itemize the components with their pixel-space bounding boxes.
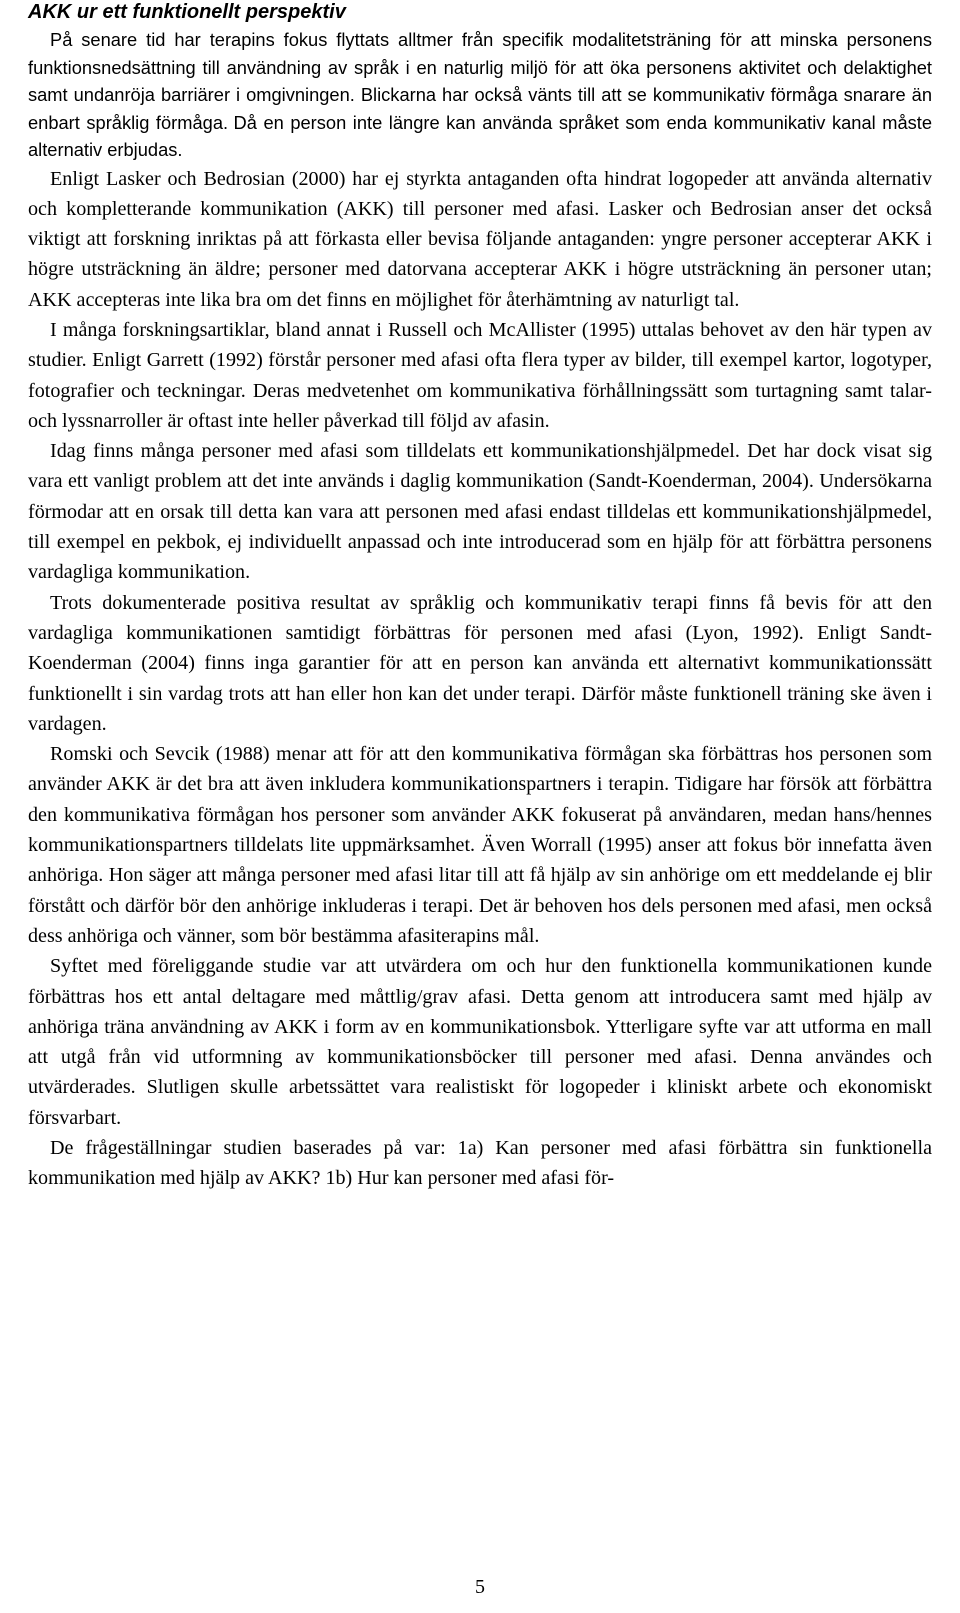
body-paragraph: I många forskningsartiklar, bland annat i Russell och McAllister (1995) uttalas behovet av den här typen av studier. Enligt Garrett (1992) förstår personer med afasi ofta flera typer av bilder, till exempel kartor, logotyper, fotografier och teckningar. Deras medvetenhet om kommunikativa förhållningssätt som turtagning samt talar- och lyssnarroller är oftast inte heller påverkad till följd av afasin. [28, 318, 932, 432]
section-heading: AKK ur ett funktionellt perspektiv [28, 1, 346, 23]
body-paragraph: De frågeställningar studien baserades på var: 1a) Kan personer med afasi förbättra sin funktionella kommunikation med hjälp av AKK? 1b) Hur kan personer med afasi för- [28, 1137, 932, 1190]
body-paragraph: Trots dokumenterade positiva resultat av språklig och kommunikativ terapi finns få bevis för att den vardagliga kommunikationen samtidigt förbättras för personen med afasi (Lyon, 1992). Enligt Sandt-Koenderman (2004) finns inga garantier för att en person kan använda ett alternativt kommunikationssätt funktionellt i sin vardag trots att han eller hon kan det under terapi. Därför måste funktionell träning ske även i vardagen. [28, 591, 932, 735]
body-paragraph: Idag finns många personer med afasi som tilldelats ett kommunikationshjälpmedel. Det har dock visat sig vara ett vanligt problem att det inte används i daglig kommunikation (Sandt-Koenderman, 2004). Undersökarna förmodar att en orsak till detta kan vara att personen med afasi endast tilldelas ett kommunikationshjälpmedel, till exempel en pekbok, ej individuellt anpassad och inte introducerad som en hjälp för att förbättra personens vardagliga kommunikation. [28, 440, 932, 584]
body-paragraph: Syftet med föreliggande studie var att utvärdera om och hur den funktionella kommunikationen kunde förbättras hos ett antal deltagare med måttlig/grav afasi. Detta genom att introducera samt med hjälp av anhöriga träna användning av AKK i form av en kommunikationsbok. Ytterligare syfte var att utforma en mall att utgå från vid utformning av kommunikationsböcker till personer med afasi. Denna användes och utvärderades. Slutligen skulle arbetssättet vara realistiskt för logopeder i kliniskt arbete och ekonomiskt försvarbart. [28, 955, 932, 1129]
body-paragraph: Enligt Lasker och Bedrosian (2000) har ej styrkta antaganden ofta hindrat logopeder att använda alternativ och kompletterande kommunikation (AKK) till personer med afasi. Lasker och Bedrosian anser det också viktigt att forskning inriktas på att förkasta eller bevisa följande antaganden: yngre personer accepterar AKK i högre utsträckning än äldre; personer med datorvana accepterar AKK i högre utsträckning än personer utan; AKK accepteras inte lika bra om det finns en möjlighet för återhämtning av naturligt tal. [28, 167, 932, 311]
intro-sans-text-2: Då en person inte längre kan använda språket som enda kommunikativ kanal måste alternativ erbjudas. [28, 111, 932, 160]
body-paragraph: Romski och Sevcik (1988) menar att för att den kommunikativa förmågan ska förbättras hos personen som använder AKK är det bra att även inkludera kommunikationspartners i terapin. Tidigare har försök att förbättra den kommunikativa förmågan hos personer som använder AKK fokuserat på användaren, medan hans/hennes kommunikationspartners tilldelats lite uppmärksamhet. Även Worrall (1995) anser att fokus bör innefatta även anhöriga. Hon säger att många personer med afasi litar till att få hjälp av sin anhörige om ett meddelande ej blir förstått och därför bör den anhörige inkluderas i terapi. Det är behoven hos dels personen med afasi, men också dess anhöriga och vänner, som bör bestämma afasiterapins mål. [28, 743, 932, 947]
page-number: 5 [475, 1576, 485, 1598]
intro-sans-text: På senare tid har terapins fokus flyttats alltmer från specifik modalitetsträning för att minska personens funktionsnedsättning till användning av språk i en naturlig miljö för att öka personens aktivitet och delaktighet samt undanröja barriärer i omgivningen. Blickarna har också vänts till att se kommunikativ förmåga snarare än enbart språklig förmåga. [28, 29, 932, 133]
intro-paragraph [28, 26, 932, 164]
